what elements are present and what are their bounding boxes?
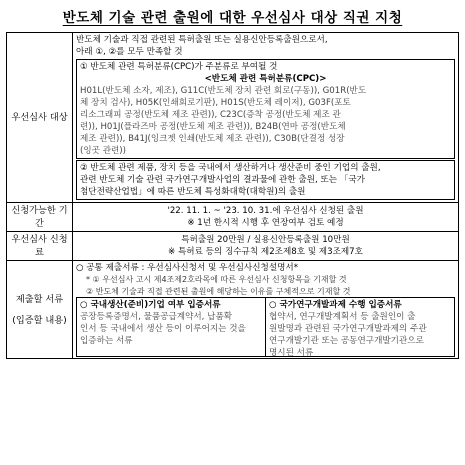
domestic-proof-title: ○ 국내생산(준비)기업 여부 입증서류 xyxy=(80,300,221,310)
label-docs xyxy=(7,261,73,359)
cpc-subtitle: <반도체 관련 특허분류(CPC)> xyxy=(204,74,327,84)
row-period xyxy=(7,203,459,232)
cell-fee xyxy=(73,232,459,261)
target-intro-2: 아래 ①, ②를 모두 만족할 것 xyxy=(76,47,183,57)
document-title: 반도체 기술 관련 출원에 대한 우선심사 대상 직권 지청 xyxy=(62,10,403,26)
rnd-proof-line: 연구개발기관 또는 공동연구개발기관으로 xyxy=(269,336,424,346)
cpc-line: 련)), H01J(플라즈마 공정(반도체 제조 관련)), B24B(연마 공정(반도체 xyxy=(80,122,346,132)
rnd-proof-box xyxy=(266,297,455,357)
cpc-line: H01L(반도체 소자, 제조), G11C(반도체 장치 관련 회로(구동)), G01R(반도 xyxy=(80,86,367,96)
condition-2-line: 관련 반도체 기술 관련 국가연구개발사업의 결과물에 관한 출원, 또는 「국가 xyxy=(80,175,365,185)
fee-note: ※ 특허료 등의 징수규칙 제2조제8호 및 제3조제7호 xyxy=(168,247,363,257)
cpc-line: 체 장치 검사), H05K(인쇄회로기판), H01S(반도체 레이저), G03F(포토 xyxy=(80,98,351,108)
label-docs-sub: (입증할 내용) xyxy=(12,314,67,326)
domestic-proof-line: 입증하는 서류 xyxy=(80,336,133,346)
info-table xyxy=(6,32,459,359)
row-fee xyxy=(7,232,459,261)
domestic-proof-line: 공장등록증명서, 물품공급계약서, 납품확 xyxy=(80,312,233,322)
label-docs-line: 제출할 서류 xyxy=(15,293,64,305)
rnd-proof-title: ○ 국가연구개발과제 수행 입증서류 xyxy=(269,300,402,310)
cell-period xyxy=(73,203,459,232)
label-period: 신청가능한 기간 xyxy=(7,203,73,232)
domestic-proof-box xyxy=(76,297,266,357)
condition-2-box xyxy=(76,160,455,200)
condition-2-line: 첨단전략산업법」에 따른 반도체 특성화대학(대학원)의 출원 xyxy=(80,187,306,197)
condition-2-line: ② 반도체 관련 제품, 장치 등을 국내에서 생산하거나 생산준비 중인 기업의 출원, xyxy=(80,163,381,173)
domestic-proof-line: 인서 등 국내에서 생산 등이 이루어지는 것을 xyxy=(80,324,246,334)
cpc-line: (잉곳 관련)) xyxy=(80,146,126,156)
fee-line: 특허출원 20만원 / 실용신안등록출원 10만원 xyxy=(181,235,350,245)
period-note: ※ 1년 한시적 시행 후 연장여부 검토 예정 xyxy=(187,218,344,228)
target-intro-1: 반도체 기술과 직접 관련된 특허출원 또는 실용신안등록출원으로서, xyxy=(76,35,328,45)
cpc-line: 리소그래피 공정(반도체 제조 관련)), C23C(증착 공정(반도체 제조 관 xyxy=(80,110,341,120)
condition-1-box xyxy=(76,59,455,159)
rnd-proof-line: 원발명과 관련된 국가연구개발과제의 주관 xyxy=(269,324,427,334)
common-note-1: * ① 우선심사 고시 제4조제2호라목에 따른 우선심사 신청항목을 기재할 것 xyxy=(86,275,347,284)
common-note-2: ② 반도체 기술과 직접 관련된 출원에 해당하는 이유를 구체적으로 기재할 것 xyxy=(86,286,351,296)
row-docs xyxy=(7,261,459,359)
period-line: '22. 11. 1. ~ '23. 10. 31.에 우선심사 신청된 출원 xyxy=(167,206,364,216)
docs-split xyxy=(76,297,455,357)
cpc-line: 제조 관련)), B41J(잉크젯 인쇄(반도체 제조 관련)), C30B(단결정 성장 xyxy=(80,134,345,144)
cell-target xyxy=(73,33,459,203)
rnd-proof-line: 협약서, 연구개발계획서 등 출원인이 출 xyxy=(269,312,416,322)
row-target xyxy=(7,33,459,203)
condition-1-heading: ① 반도체 관련 특허분류(CPC)가 주분류로 부여될 것 xyxy=(80,62,278,72)
label-target: 우선심사 대상 xyxy=(7,33,73,203)
label-fee: 우선심사 신청료 xyxy=(7,232,73,261)
cell-docs xyxy=(73,261,459,359)
common-docs: ○ 공통 제출서류 : 우선심사신청서 및 우선심사신청설명서* xyxy=(76,263,299,273)
rnd-proof-line: 명시된 서류 xyxy=(269,348,314,357)
